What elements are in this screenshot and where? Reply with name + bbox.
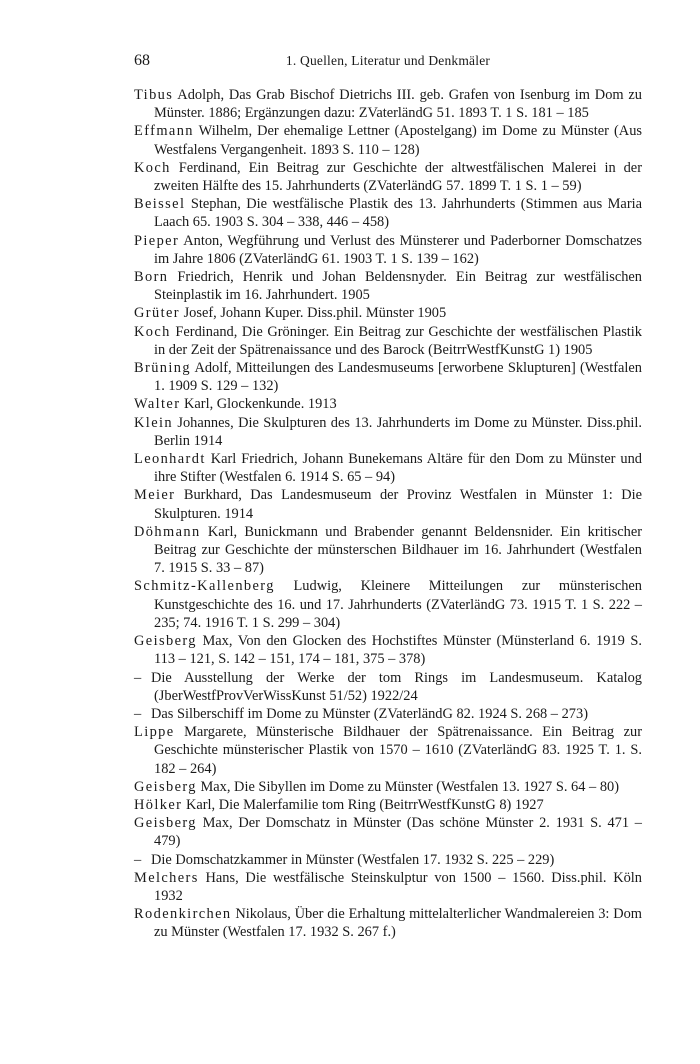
page-number: 68: [134, 52, 150, 69]
entry-author: Koch: [134, 323, 171, 340]
entry-author: Melchers: [134, 869, 199, 886]
entry-text: Anton, Wegführung und Verlust des Münsterer und Paderborner Domschatzes im Jahre 1806 (ZVaterländG 61. 1903 T. 1 S. 139 – 162): [154, 232, 642, 267]
entry-text: Adolf, Mitteilungen des Landesmuseums [erworbene Sklupturen] (Westfalen 1. 1909 S. 129 – 132): [154, 360, 642, 395]
entry-author: Lippe: [134, 724, 175, 741]
bibliography-entry: [134, 577, 642, 632]
entry-text: Johannes, Die Skulpturen des 13. Jahrhunderts im Dome zu Münster. Diss.phil. Berlin 1914: [154, 414, 642, 449]
entry-author: Meier: [134, 487, 176, 504]
entry-text: Karl Friedrich, Johann Bunekemans Altäre für den Dom zu Münster und ihre Stifter (Westfalen 6. 1914 S. 65 – 94): [154, 451, 642, 486]
entry-author: Geisberg: [134, 778, 197, 795]
entry-author: Schmitz-Kallenberg: [134, 578, 275, 595]
bibliography-entry: [134, 905, 642, 941]
entry-author: Leonhardt: [134, 451, 206, 468]
entry-author: Rodenkirchen: [134, 906, 232, 923]
entry-text: Die Domschatzkammer in Münster (Westfalen 17. 1932 S. 225 – 229): [151, 851, 555, 868]
bibliography-entry: [134, 705, 642, 723]
entry-author: Geisberg: [134, 815, 197, 832]
bibliography-entry: [134, 86, 642, 122]
entry-text: Nikolaus, Über die Erhaltung mittelalterlicher Wandmalereien 3: Dom zu Münster (Westfalen 17. 1932 S. 267 f.): [154, 906, 642, 941]
entry-text: Wilhelm, Der ehemalige Lettner (Apostelgang) im Dome zu Münster (Aus Westfalens Vergangenheit. 1893 S. 110 – 128): [154, 123, 642, 158]
bibliography-entry: [134, 323, 642, 359]
bibliography-entry: [134, 268, 642, 304]
entry-text: Karl, Glockenkunde. 1913: [180, 396, 337, 413]
entry-text: Ludwig, Kleinere Mitteilungen zur münsterischen Kunstgeschichte des 16. und 17. Jahrhunderts (ZVaterländG 73. 1915 T. 1 S. 222 – 235; 74. 1916 T. 1 S. 299 – 304): [154, 578, 642, 631]
bibliography-entry: [134, 122, 642, 158]
bibliography-list: [134, 86, 642, 942]
bibliography-entry: [134, 414, 642, 450]
bibliography-entry: [134, 851, 642, 869]
entry-text: Das Silberschiff im Dome zu Münster (ZVaterländG 82. 1924 S. 268 – 273): [151, 705, 588, 722]
entry-text: Karl, Die Malerfamilie tom Ring (BeitrrWestfKunstG 8) 1927: [182, 796, 544, 813]
running-title: 1. Quellen, Literatur und Denkmäler: [285, 53, 491, 68]
bibliography-entry: [134, 159, 642, 195]
bibliography-entry: [134, 669, 642, 705]
entry-author: Born: [134, 269, 169, 286]
entry-author: Hölker: [134, 796, 183, 813]
entry-text: Max, Der Domschatz in Münster (Das schöne Münster 2. 1931 S. 471 – 479): [154, 815, 642, 850]
entry-text: Hans, Die westfälische Steinskulptur von 1500 – 1560. Diss.phil. Köln 1932: [154, 869, 642, 904]
entry-text: Stephan, Die westfälische Plastik des 13. Jahrhunderts (Stimmen aus Maria Laach 65. 1903 S. 304 – 338, 446 – 458): [154, 196, 642, 231]
bibliography-entry: [134, 632, 642, 668]
entry-author: Grüter: [134, 305, 180, 322]
entry-text: Ferdinand, Die Gröninger. Ein Beitrag zur Geschichte der westfälischen Plastik in der Zeit der Spätrenaissance und des Barock (BeitrrWestfKunstG 1) 1905: [154, 323, 642, 358]
entry-text: Friedrich, Henrik und Johan Beldensnyder. Ein Beitrag zur westfälischen Steinplastik im 16. Jahrhundert. 1905: [154, 269, 642, 304]
entry-author: Klein: [134, 414, 173, 431]
entry-author: Walter: [134, 396, 181, 413]
bibliography-entry: [134, 778, 642, 796]
entry-author: Koch: [134, 159, 171, 176]
bibliography-entry: [134, 869, 642, 905]
entry-text: Burkhard, Das Landesmuseum der Provinz Westfalen in Münster 1: Die Skulpturen. 1914: [154, 487, 642, 522]
entry-text: Karl, Bunickmann und Brabender genannt Beldensnider. Ein kritischer Beitrag zur Geschichte der münsterschen Bildhauer im 16. Jahrhundert (Westfalen 7. 1915 S. 33 – 87): [154, 523, 642, 577]
bibliography-entry: [134, 359, 642, 395]
ditto-dash: –: [134, 705, 142, 722]
entry-text: Adolph, Das Grab Bischof Dietrichs III. geb. Grafen von Isenburg im Dom zu Münster. 1886; Ergänzungen dazu: ZVaterländG 51. 1893 T. 1 S. 181 – 185: [154, 87, 642, 122]
bibliography-entry: [134, 304, 642, 322]
page-header: [134, 52, 642, 72]
entry-author: Döhmann: [134, 523, 201, 540]
entry-text: Ferdinand, Ein Beitrag zur Geschichte der altwestfälischen Malerei in der zweiten Hälfte des 15. Jahrhunderts (ZVaterländG 57. 1899 T. 1 S. 1 – 59): [154, 159, 642, 195]
bibliography-entry: [134, 523, 642, 578]
bibliography-entry: [134, 486, 642, 522]
entry-author: Beissel: [134, 196, 186, 213]
bibliography-entry: [134, 395, 642, 413]
ditto-dash: –: [134, 851, 142, 868]
entry-text: Josef, Johann Kuper. Diss.phil. Münster 1905: [179, 305, 447, 322]
entry-text: Margarete, Münsterische Bildhauer der Spätrenaissance. Ein Beitrag zur Geschichte münsterischer Plastik von 1570 – 1610 (ZVaterländG 83. 1925 T. 1. S. 182 – 264): [154, 724, 642, 777]
entry-author: Effmann: [134, 123, 194, 140]
bibliography-entry: [134, 723, 642, 778]
entry-author: Geisberg: [134, 633, 197, 650]
bibliography-entry: [134, 814, 642, 850]
entry-text: Max, Von den Glocken des Hochstiftes Münster (Münsterland 6. 1919 S. 113 – 121, S. 142 – 151, 174 – 181, 375 – 378): [154, 633, 642, 668]
bibliography-entry: [134, 232, 642, 268]
entry-text: Die Ausstellung der Werke der tom Rings im Landesmuseum. Katalog (JberWestfProvVerWissKunst 51/52) 1922/24: [151, 669, 642, 704]
bibliography-entry: [134, 450, 642, 486]
entry-author: Tibus: [134, 87, 174, 103]
entry-author: Pieper: [134, 232, 180, 249]
bibliography-entry: [134, 195, 642, 231]
entry-text: Max, Die Sibyllen im Dome zu Münster (Westfalen 13. 1927 S. 64 – 80): [196, 778, 619, 795]
ditto-dash: –: [134, 669, 142, 686]
entry-author: Brüning: [134, 360, 191, 377]
bibliography-entry: [134, 796, 642, 814]
